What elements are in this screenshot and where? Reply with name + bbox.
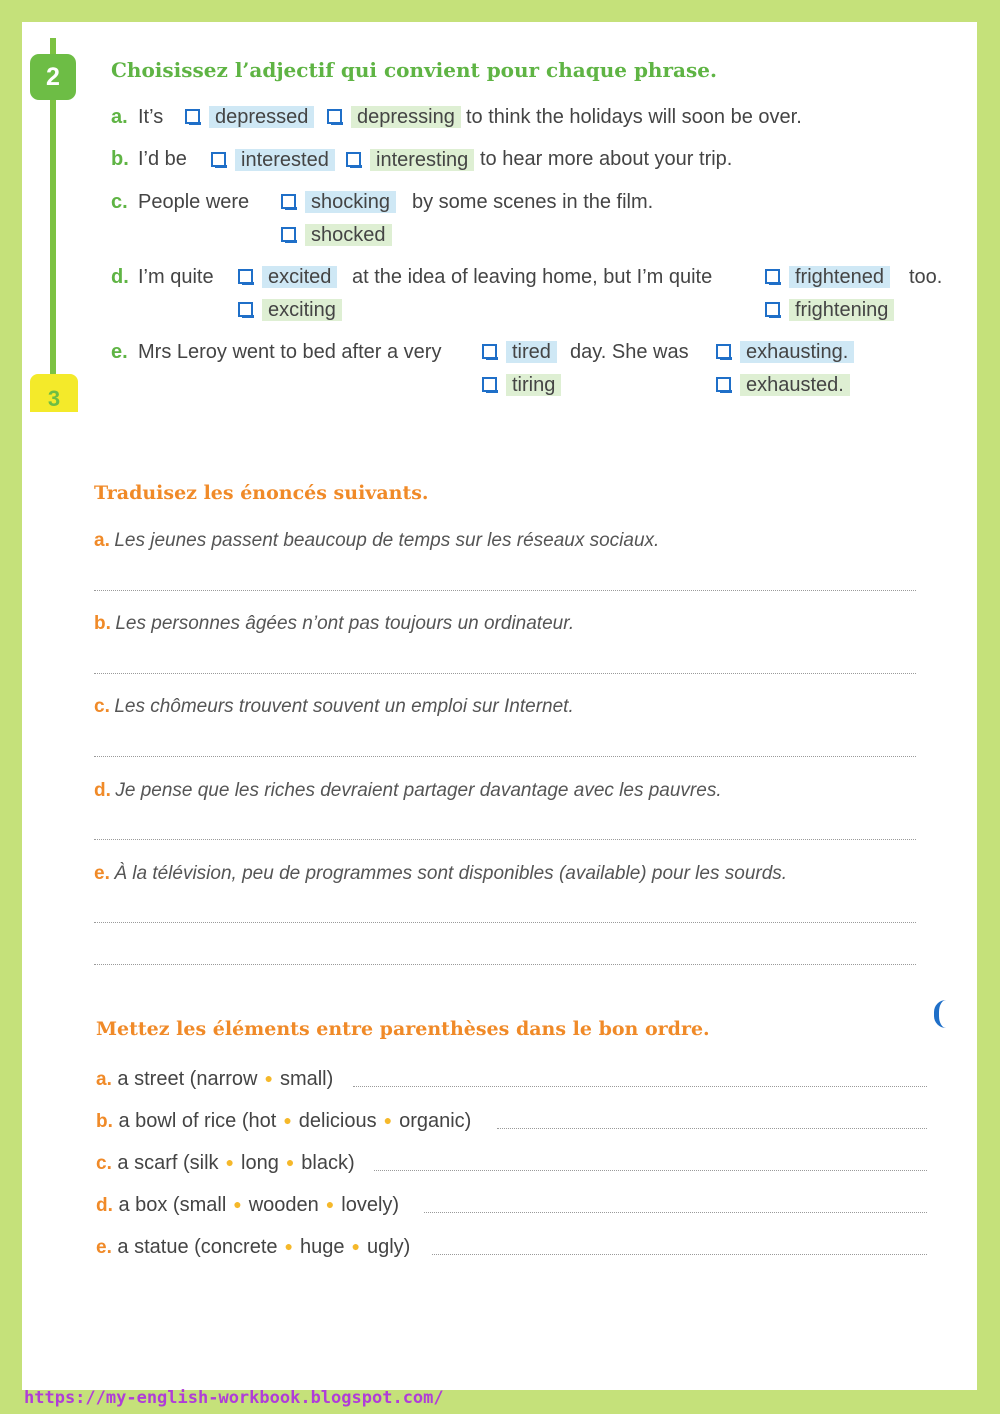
translate-item-a: a. Les jeunes passent beaucoup de temps sur les réseaux sociaux. <box>94 530 660 551</box>
order-answer-line-e[interactable] <box>432 1254 927 1255</box>
checkbox-icon[interactable] <box>716 377 732 393</box>
exercise-2-title: Choisissez l’adjectif qui convient pour chaque phrase. <box>111 58 717 82</box>
option-interesting[interactable]: interesting <box>346 145 474 175</box>
item-b-post: to hear more about your trip. <box>480 148 733 170</box>
answer-line-c[interactable] <box>94 756 916 757</box>
order-answer-line-a[interactable] <box>353 1086 927 1087</box>
checkbox-icon[interactable] <box>238 269 254 285</box>
translate-item-e: e. À la télévision, peu de programmes sont disponibles (available) pour les sourds. <box>94 863 788 884</box>
translate-item-c: c. Les chômeurs trouvent souvent un emploi sur Internet. <box>94 696 574 717</box>
option-tiring[interactable]: tiring <box>482 370 561 400</box>
checkbox-icon[interactable] <box>281 194 297 210</box>
section-tab-marker <box>934 1000 947 1028</box>
checkbox-icon[interactable] <box>716 344 732 360</box>
bullet-icon: ● <box>325 1196 335 1212</box>
checkbox-icon[interactable] <box>482 344 498 360</box>
order-item-a: a. a street (narrow ● small) <box>96 1068 334 1090</box>
order-answer-line-d[interactable] <box>424 1212 927 1213</box>
option-depressed[interactable]: depressed <box>185 102 314 132</box>
bullet-icon: ● <box>284 1238 293 1254</box>
answer-line-d[interactable] <box>94 839 916 840</box>
item-d-pre: I’m quite <box>138 266 214 288</box>
bullet-icon: ● <box>283 1112 292 1128</box>
exercise-3-title: Traduisez les énoncés suivants. <box>94 482 429 504</box>
option-shocked[interactable]: shocked <box>281 220 392 250</box>
item-c-letter: c. <box>111 191 128 213</box>
order-item-b: b. a bowl of rice (hot ● delicious ● organic) <box>96 1110 472 1132</box>
checkbox-icon[interactable] <box>765 269 781 285</box>
item-a-post: to think the holidays will soon be over. <box>466 106 802 128</box>
bullet-icon: ● <box>233 1196 242 1212</box>
checkbox-icon[interactable] <box>211 152 227 168</box>
checkbox-icon[interactable] <box>185 109 201 125</box>
option-excited[interactable]: excited <box>238 262 337 292</box>
option-interested[interactable]: interested <box>211 145 335 175</box>
item-c-post: by some scenes in the film. <box>412 191 654 213</box>
option-exciting[interactable]: exciting <box>238 295 342 325</box>
item-c-pre: People were <box>138 191 250 213</box>
translate-item-d: d. Je pense que les riches devraient partager davantage avec les pauvres. <box>94 780 722 801</box>
item-d-post: too. <box>909 266 943 288</box>
checkbox-icon[interactable] <box>765 302 781 318</box>
order-item-d: d. a box (small ● wooden ● lovely) <box>96 1194 400 1216</box>
order-item-c: c. a scarf (silk ● long ● black) <box>96 1152 355 1174</box>
option-frightening[interactable]: frightening <box>765 295 894 325</box>
bullet-icon: ● <box>225 1154 235 1170</box>
bullet-icon: ● <box>264 1070 273 1086</box>
item-e-letter: e. <box>111 341 128 363</box>
option-depressing[interactable]: depressing <box>327 102 461 132</box>
item-a-letter: a. <box>111 106 128 128</box>
footer-url-link[interactable]: https://my-english-workbook.blogspot.com/ <box>24 1388 444 1408</box>
order-item-e: e. a statue (concrete ● huge ● ugly) <box>96 1236 411 1258</box>
answer-line-e1[interactable] <box>94 922 916 923</box>
item-d-mid: at the idea of leaving home, but I’m quite <box>352 266 713 288</box>
checkbox-icon[interactable] <box>238 302 254 318</box>
answer-line-e2[interactable] <box>94 964 916 965</box>
bullet-icon: ● <box>383 1112 393 1128</box>
option-shocking[interactable]: shocking <box>281 187 396 217</box>
item-d-letter: d. <box>111 266 129 288</box>
answer-line-a[interactable] <box>94 590 916 591</box>
option-exhausted[interactable]: exhausted. <box>716 370 850 400</box>
exercise-2-badge: 2 <box>30 54 76 100</box>
option-tired[interactable]: tired <box>482 337 557 367</box>
bullet-icon: ● <box>351 1238 360 1254</box>
checkbox-icon[interactable] <box>482 377 498 393</box>
checkbox-icon[interactable] <box>281 227 297 243</box>
bullet-icon: ● <box>285 1154 295 1170</box>
item-b-pre: I’d be <box>138 148 187 170</box>
option-frightened[interactable]: frightened <box>765 262 890 292</box>
order-answer-line-c[interactable] <box>374 1170 927 1171</box>
exercise-4-title: Mettez les éléments entre parenthèses dans le bon ordre. <box>96 1018 710 1040</box>
item-a-pre: It’s <box>138 106 164 128</box>
answer-line-b[interactable] <box>94 673 916 674</box>
item-b-letter: b. <box>111 148 129 170</box>
translate-item-b: b. Les personnes âgées n’ont pas toujours un ordinateur. <box>94 613 575 634</box>
item-e-mid: day. She was <box>570 341 689 363</box>
checkbox-icon[interactable] <box>327 109 343 125</box>
checkbox-icon[interactable] <box>346 152 362 168</box>
order-answer-line-b[interactable] <box>497 1128 927 1129</box>
exercise-3-badge: 3 <box>30 374 78 412</box>
item-e-pre: Mrs Leroy went to bed after a very <box>138 341 442 363</box>
option-exhausting[interactable]: exhausting. <box>716 337 854 367</box>
